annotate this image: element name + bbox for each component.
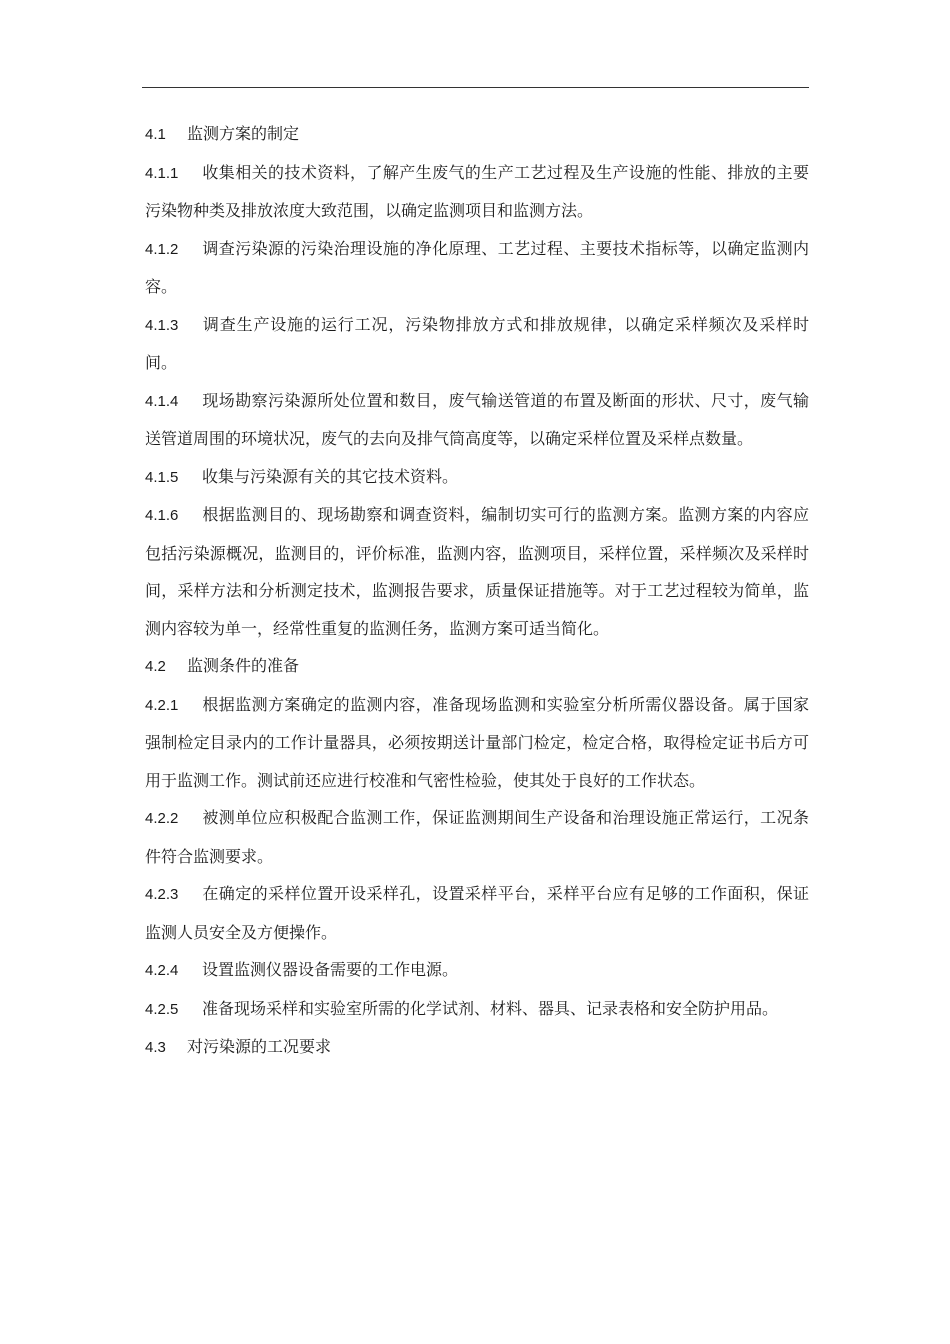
clause-text: 调查生产设施的运行工况，污染物排放方式和排放规律，以确定采样频次及采样时间。 bbox=[145, 314, 809, 372]
clause-4-1-5 bbox=[145, 458, 809, 497]
clause-number: 4.1.6 bbox=[145, 507, 179, 524]
clause-4-1-6 bbox=[145, 496, 809, 647]
section-title: 监测方案的制定 bbox=[187, 124, 300, 143]
section-heading-4-1 bbox=[145, 115, 809, 154]
clause-4-2-3 bbox=[145, 875, 809, 951]
clause-number: 4.2.4 bbox=[145, 962, 179, 979]
clause-text: 收集与污染源有关的其它技术资料。 bbox=[202, 466, 459, 486]
clause-number: 4.2.1 bbox=[145, 696, 179, 714]
header-rule bbox=[142, 87, 809, 88]
clause-text: 设置监测仪器设备需要的工作电源。 bbox=[202, 960, 459, 979]
clause-text: 收集相关的技术资料，了解产生废气的生产工艺过程及生产设施的性能、排放的主要污染物种类及排放浓度大致范围，以确定监测项目和监测方法。 bbox=[145, 162, 809, 220]
clause-4-1-2 bbox=[145, 230, 809, 306]
clause-text: 根据监测目的、现场勘察和调查资料，编制切实可行的监测方案。监测方案的内容应包括污染源概况，监测目的，评价标准，监测内容，监测项目，采样位置，采样频次及采样时间，采样方法和分析测定技术，监测报告要求，质量保证措施等。对于工艺过程较为简单，监测内容较为单一，经常性重复的监测任务，监测方案可适当简化。 bbox=[145, 505, 809, 638]
section-number: 4.3 bbox=[145, 1039, 166, 1056]
clause-number: 4.2.2 bbox=[145, 810, 179, 827]
clause-4-1-1 bbox=[145, 154, 809, 230]
clause-text: 调查污染源的污染治理设施的净化原理、工艺过程、主要技术指标等，以确定监测内容。 bbox=[145, 238, 809, 296]
section-number: 4.1 bbox=[145, 126, 166, 143]
clause-text: 根据监测方案确定的监测内容，准备现场监测和实验室分析所需仪器设备。属于国家强制检定目录内的工作计量器具，必须按期送计量部门检定，检定合格，取得检定证书后方可用于监测工作。测试前还应进行校准和气密性检验，使其处于良好的工作状态。 bbox=[145, 694, 809, 790]
clause-number: 4.2.3 bbox=[145, 886, 179, 903]
clause-number: 4.1.3 bbox=[145, 316, 179, 334]
clause-number: 4.1.2 bbox=[145, 240, 179, 258]
clause-4-2-5 bbox=[145, 990, 809, 1029]
clause-4-2-2 bbox=[145, 799, 809, 875]
clause-number: 4.1.1 bbox=[145, 164, 179, 182]
clause-4-2-4 bbox=[145, 951, 809, 990]
clause-number: 4.1.5 bbox=[145, 468, 179, 486]
section-number: 4.2 bbox=[145, 658, 166, 675]
section-heading-4-2 bbox=[145, 647, 809, 686]
clause-text: 现场勘察污染源所处位置和数目，废气输送管道的布置及断面的形状、尺寸，废气输送管道周围的环境状况，废气的去向及排气筒高度等，以确定采样位置及采样点数量。 bbox=[145, 390, 809, 448]
section-heading-4-3 bbox=[145, 1028, 809, 1067]
section-title: 监测条件的准备 bbox=[187, 656, 300, 675]
clause-number: 4.1.4 bbox=[145, 392, 179, 410]
clause-4-1-4 bbox=[145, 382, 809, 458]
clause-number: 4.2.5 bbox=[145, 1000, 179, 1018]
clause-4-1-3 bbox=[145, 306, 809, 382]
clause-text: 被测单位应积极配合监测工作，保证监测期间生产设备和治理设施正常运行，工况条件符合监测要求。 bbox=[145, 808, 809, 866]
section-title: 对污染源的工况要求 bbox=[187, 1037, 332, 1056]
clause-4-2-1 bbox=[145, 686, 809, 800]
document-body bbox=[145, 115, 809, 1067]
clause-text: 准备现场采样和实验室所需的化学试剂、材料、器具、记录表格和安全防护用品。 bbox=[202, 998, 779, 1018]
clause-text: 在确定的采样位置开设采样孔，设置采样平台，采样平台应有足够的工作面积，保证监测人员安全及方便操作。 bbox=[145, 884, 809, 942]
